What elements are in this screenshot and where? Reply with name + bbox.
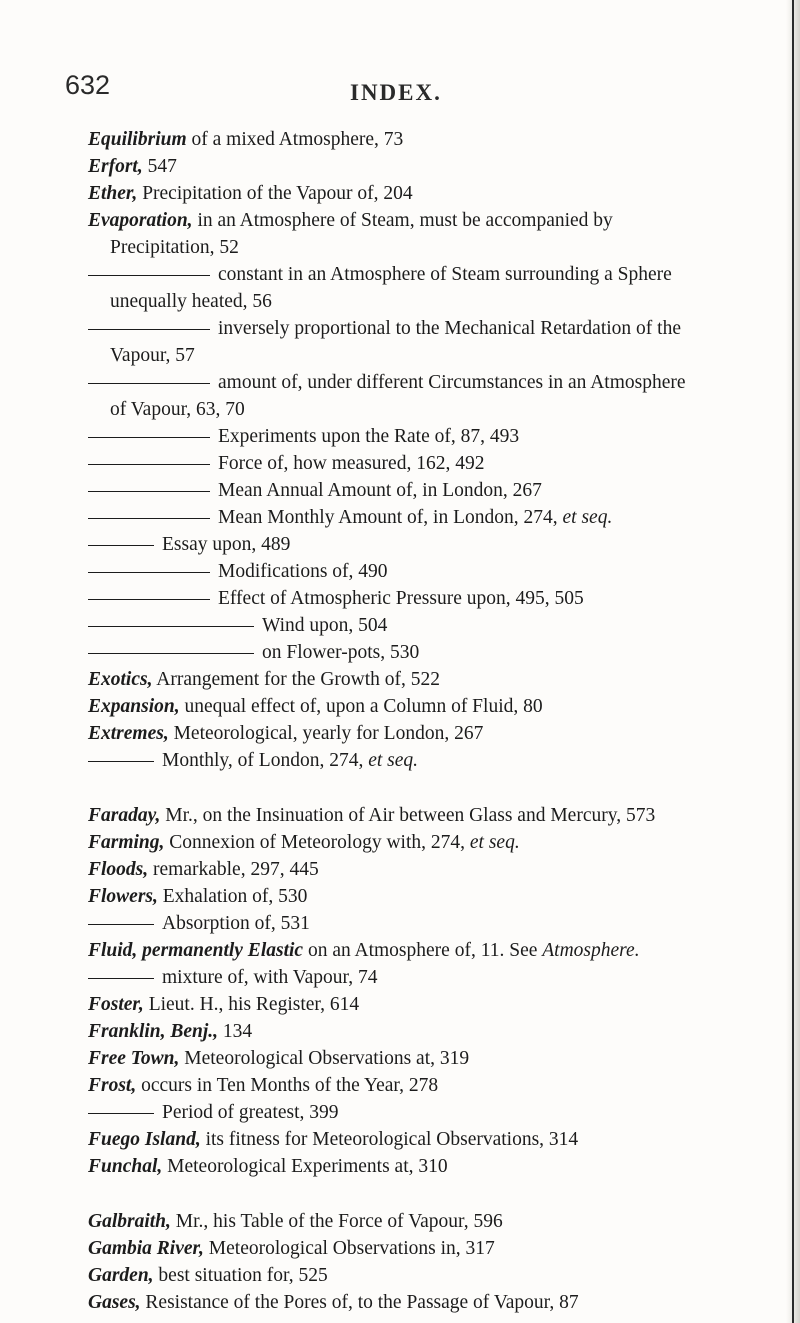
index-entry [88, 1235, 688, 1262]
entry-headword: Foster, [88, 994, 144, 1015]
entry-text: occurs in Ten Months of the Year, 278 [136, 1075, 439, 1096]
entry-italic-tail: et seq. [469, 832, 520, 853]
index-entry [88, 1289, 688, 1316]
entry-text: on an Atmosphere of, 11. See [303, 940, 543, 961]
index-entry [88, 558, 688, 585]
entry-text: Essay upon, 489 [162, 534, 291, 555]
index-entry [88, 450, 688, 477]
running-head: INDEX. [350, 80, 442, 105]
entry-text: remarkable, 297, 445 [148, 859, 319, 880]
entry-headword: Flowers, [88, 886, 158, 907]
entry-text: best situation for, 525 [153, 1265, 328, 1286]
index-entry [88, 802, 688, 829]
index-entry [88, 531, 688, 558]
entry-headword: Ether, [88, 183, 138, 204]
section-gap [88, 1180, 688, 1208]
entry-text: inversely proportional to the Mechanical Retardation of the Vapour, 57 [110, 318, 681, 366]
page-edge-line [792, 0, 794, 1323]
ditto-dash [88, 437, 210, 438]
index-entry [88, 369, 688, 423]
ditto-dash [88, 464, 210, 465]
entry-headword: Fluid, permanently Elastic [88, 940, 304, 961]
entry-headword: Extremes, [88, 723, 169, 744]
entry-text: constant in an Atmosphere of Steam surrounding a Sphere unequally heated, 56 [110, 264, 672, 312]
entry-text: Exhalation of, 530 [157, 886, 308, 907]
index-entry [88, 856, 688, 883]
index-entry [88, 1045, 688, 1072]
index-entry [88, 261, 688, 315]
index-entry [88, 504, 688, 531]
index-entry [88, 991, 688, 1018]
index-entries [88, 126, 688, 1316]
entry-headword: Equilibrium [88, 129, 187, 150]
entry-italic-tail: Atmosphere. [542, 940, 640, 961]
index-entry [88, 910, 688, 937]
index-entry [88, 585, 688, 612]
index-entry [88, 1099, 688, 1126]
entry-headword: Galbraith, [88, 1211, 171, 1232]
ditto-dash [88, 518, 210, 519]
index-entry [88, 1262, 688, 1289]
ditto-dash [88, 383, 210, 384]
entry-text: Resistance of the Pores of, to the Passage of Vapour, 87 [140, 1292, 579, 1313]
ditto-dash [88, 761, 154, 762]
index-entry [88, 1208, 688, 1235]
entry-text: unequal effect of, upon a Column of Fluid, 80 [179, 696, 543, 717]
entry-text: Connexion of Meteorology with, 274, [164, 832, 470, 853]
index-entry [88, 747, 688, 774]
entry-headword: Frost, [88, 1075, 137, 1096]
entry-text: amount of, under different Circumstances in an Atmosphere of Vapour, 63, 70 [110, 372, 686, 420]
index-entry [88, 693, 688, 720]
index-entry [88, 153, 688, 180]
entry-text: Effect of Atmospheric Pressure upon, 495, 505 [218, 588, 584, 609]
entry-italic-tail: et seq. [562, 507, 613, 528]
entry-headword: Free Town, [88, 1048, 180, 1069]
index-entry [88, 126, 688, 153]
entry-headword: Exotics, [88, 669, 153, 690]
ditto-dash [88, 626, 254, 627]
page-number: 632 [65, 70, 111, 100]
entry-text: Mr., on the Insinuation of Air between Glass and Mercury, 573 [160, 805, 656, 826]
entry-text: Meteorological Observations in, 317 [203, 1238, 495, 1259]
entry-text: Wind upon, 504 [262, 615, 388, 636]
entry-text: Precipitation of the Vapour of, 204 [137, 183, 413, 204]
index-entry [88, 1072, 688, 1099]
entry-text: in an Atmosphere of Steam, must be accompanied by Precipitation, 52 [110, 210, 613, 258]
entry-headword: Garden, [88, 1265, 154, 1286]
ditto-dash [88, 1113, 154, 1114]
entry-text: Experiments upon the Rate of, 87, 493 [218, 426, 520, 447]
index-entry [88, 964, 688, 991]
index-section [88, 1208, 688, 1316]
index-entry [88, 477, 688, 504]
entry-headword: Franklin, Benj., [88, 1021, 219, 1042]
entry-text: mixture of, with Vapour, 74 [162, 967, 378, 988]
section-gap [88, 774, 688, 802]
index-entry [88, 180, 688, 207]
index-section [88, 802, 688, 1180]
index-entry [88, 639, 688, 666]
index-entry [88, 423, 688, 450]
entry-text: Mr., his Table of the Force of Vapour, 596 [170, 1211, 503, 1232]
entry-text: Mean Annual Amount of, in London, 267 [218, 480, 542, 501]
entry-text: 547 [142, 156, 177, 177]
index-entry [88, 1153, 688, 1180]
entry-headword: Faraday, [88, 805, 161, 826]
entry-text: Modifications of, 490 [218, 561, 388, 582]
entry-text: Force of, how measured, 162, 492 [218, 453, 485, 474]
index-entry [88, 612, 688, 639]
entry-text: Meteorological Experiments at, 310 [162, 1156, 448, 1177]
entry-headword: Gases, [88, 1292, 141, 1313]
entry-text: on Flower-pots, 530 [262, 642, 420, 663]
ditto-dash [88, 978, 154, 979]
entry-text: Monthly, of London, 274, [162, 750, 369, 771]
ditto-dash [88, 572, 210, 573]
entry-text: 134 [218, 1021, 253, 1042]
entry-headword: Fuego Island, [88, 1129, 201, 1150]
index-entry [88, 720, 688, 747]
entry-text: Absorption of, 531 [162, 913, 310, 934]
ditto-dash [88, 599, 210, 600]
ditto-dash [88, 275, 210, 276]
ditto-dash [88, 653, 254, 654]
entry-headword: Gambia River, [88, 1238, 204, 1259]
entry-text: Meteorological, yearly for London, 267 [168, 723, 484, 744]
entry-text: Lieut. H., his Register, 614 [143, 994, 360, 1015]
ditto-dash [88, 491, 210, 492]
entry-text: Period of greatest, 399 [162, 1102, 339, 1123]
ditto-dash [88, 545, 154, 546]
index-entry [88, 883, 688, 910]
ditto-dash [88, 329, 210, 330]
index-entry [88, 1126, 688, 1153]
index-entry [88, 666, 688, 693]
entry-italic-tail: et seq. [368, 750, 419, 771]
index-entry [88, 829, 688, 856]
index-entry [88, 315, 688, 369]
index-entry [88, 1018, 688, 1045]
entry-headword: Farming, [88, 832, 165, 853]
ditto-dash [88, 924, 154, 925]
entry-headword: Evaporation, [88, 210, 193, 231]
index-section [88, 126, 688, 774]
entry-text: Arrangement for the Growth of, 522 [152, 669, 441, 690]
entry-text: Mean Monthly Amount of, in London, 274, [218, 507, 563, 528]
entry-text: Meteorological Observations at, 319 [179, 1048, 470, 1069]
entry-headword: Floods, [88, 859, 149, 880]
entry-headword: Erfort, [88, 156, 143, 177]
entry-headword: Expansion, [88, 696, 180, 717]
entry-headword: Funchal, [88, 1156, 163, 1177]
index-entry [88, 207, 688, 261]
index-entry [88, 937, 688, 964]
entry-text: its fitness for Meteorological Observations, 314 [200, 1129, 579, 1150]
entry-text: of a mixed Atmosphere, 73 [186, 129, 404, 150]
